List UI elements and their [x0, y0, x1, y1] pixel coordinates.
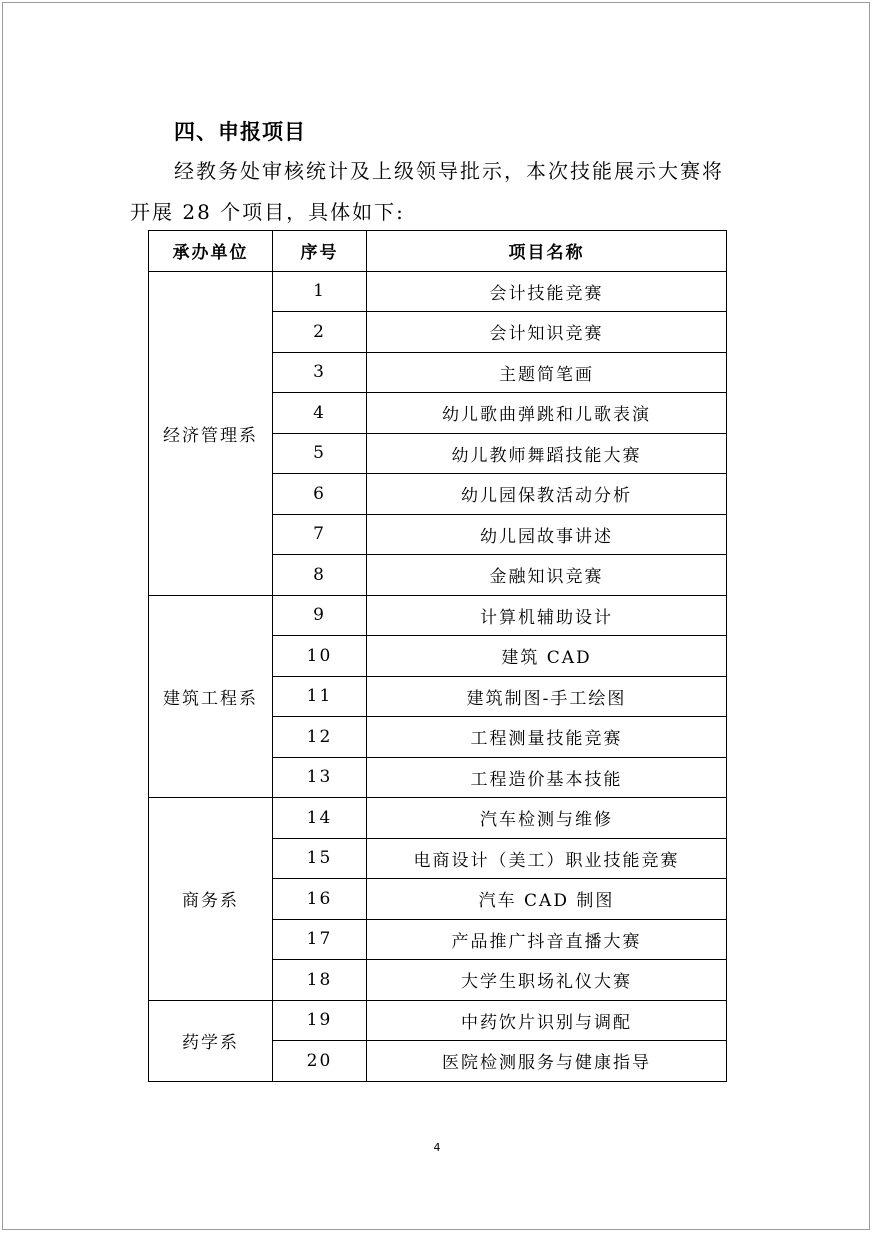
header-project-name: 项目名称 — [367, 231, 727, 272]
intro-line-1: 经教务处审核统计及上级领导批示，本次技能展示大赛将 — [174, 159, 724, 183]
project-name-cell: 建筑 CAD — [367, 636, 727, 677]
project-name-cell: 中药饮片识别与调配 — [367, 1000, 727, 1041]
project-name-cell: 汽车检测与维修 — [367, 798, 727, 839]
number-cell: 9 — [273, 595, 367, 636]
projects-table — [148, 230, 727, 1082]
number-cell: 2 — [273, 312, 367, 353]
project-name-cell: 电商设计（美工）职业技能竞赛 — [367, 838, 727, 879]
project-name-cell: 幼儿教师舞蹈技能大赛 — [367, 433, 727, 474]
number-cell: 16 — [273, 879, 367, 920]
number-cell: 3 — [273, 352, 367, 393]
number-cell: 17 — [273, 919, 367, 960]
project-name-cell: 工程造价基本技能 — [367, 757, 727, 798]
number-cell: 5 — [273, 433, 367, 474]
number-cell: 13 — [273, 757, 367, 798]
table-row — [149, 1000, 727, 1041]
unit-cell: 建筑工程系 — [149, 595, 273, 798]
number-cell: 8 — [273, 555, 367, 596]
project-name-cell: 汽车 CAD 制图 — [367, 879, 727, 920]
project-name-cell: 主题简笔画 — [367, 352, 727, 393]
unit-cell: 经济管理系 — [149, 271, 273, 595]
number-cell: 10 — [273, 636, 367, 677]
number-cell: 12 — [273, 717, 367, 758]
project-name-cell: 会计知识竞赛 — [367, 312, 727, 353]
number-cell: 18 — [273, 960, 367, 1001]
project-name-cell: 产品推广抖音直播大赛 — [367, 919, 727, 960]
number-cell: 15 — [273, 838, 367, 879]
project-name-cell: 幼儿歌曲弹跳和儿歌表演 — [367, 393, 727, 434]
header-unit: 承办单位 — [149, 231, 273, 272]
intro-line-2: 开展 28 个项目，具体如下: — [130, 200, 405, 224]
table-header-row — [149, 231, 727, 272]
project-name-cell: 幼儿园保教活动分析 — [367, 474, 727, 515]
project-name-cell: 大学生职场礼仪大赛 — [367, 960, 727, 1001]
table-row — [149, 271, 727, 312]
unit-cell: 商务系 — [149, 798, 273, 1001]
unit-cell: 药学系 — [149, 1000, 273, 1081]
number-cell: 19 — [273, 1000, 367, 1041]
number-cell: 6 — [273, 474, 367, 515]
number-cell: 4 — [273, 393, 367, 434]
page-number: 4 — [433, 1141, 441, 1154]
project-name-cell: 金融知识竞赛 — [367, 555, 727, 596]
number-cell: 1 — [273, 271, 367, 312]
project-name-cell: 会计技能竞赛 — [367, 271, 727, 312]
project-name-cell: 建筑制图-手工绘图 — [367, 676, 727, 717]
number-cell: 20 — [273, 1041, 367, 1082]
table-row — [149, 595, 727, 636]
number-cell: 7 — [273, 514, 367, 555]
project-name-cell: 医院检测服务与健康指导 — [367, 1041, 727, 1082]
number-cell: 14 — [273, 798, 367, 839]
section-heading: 四、申报项目 — [174, 120, 306, 144]
project-name-cell: 计算机辅助设计 — [367, 595, 727, 636]
number-cell: 11 — [273, 676, 367, 717]
project-name-cell: 幼儿园故事讲述 — [367, 514, 727, 555]
header-number: 序号 — [273, 231, 367, 272]
project-name-cell: 工程测量技能竞赛 — [367, 717, 727, 758]
table-row — [149, 798, 727, 839]
